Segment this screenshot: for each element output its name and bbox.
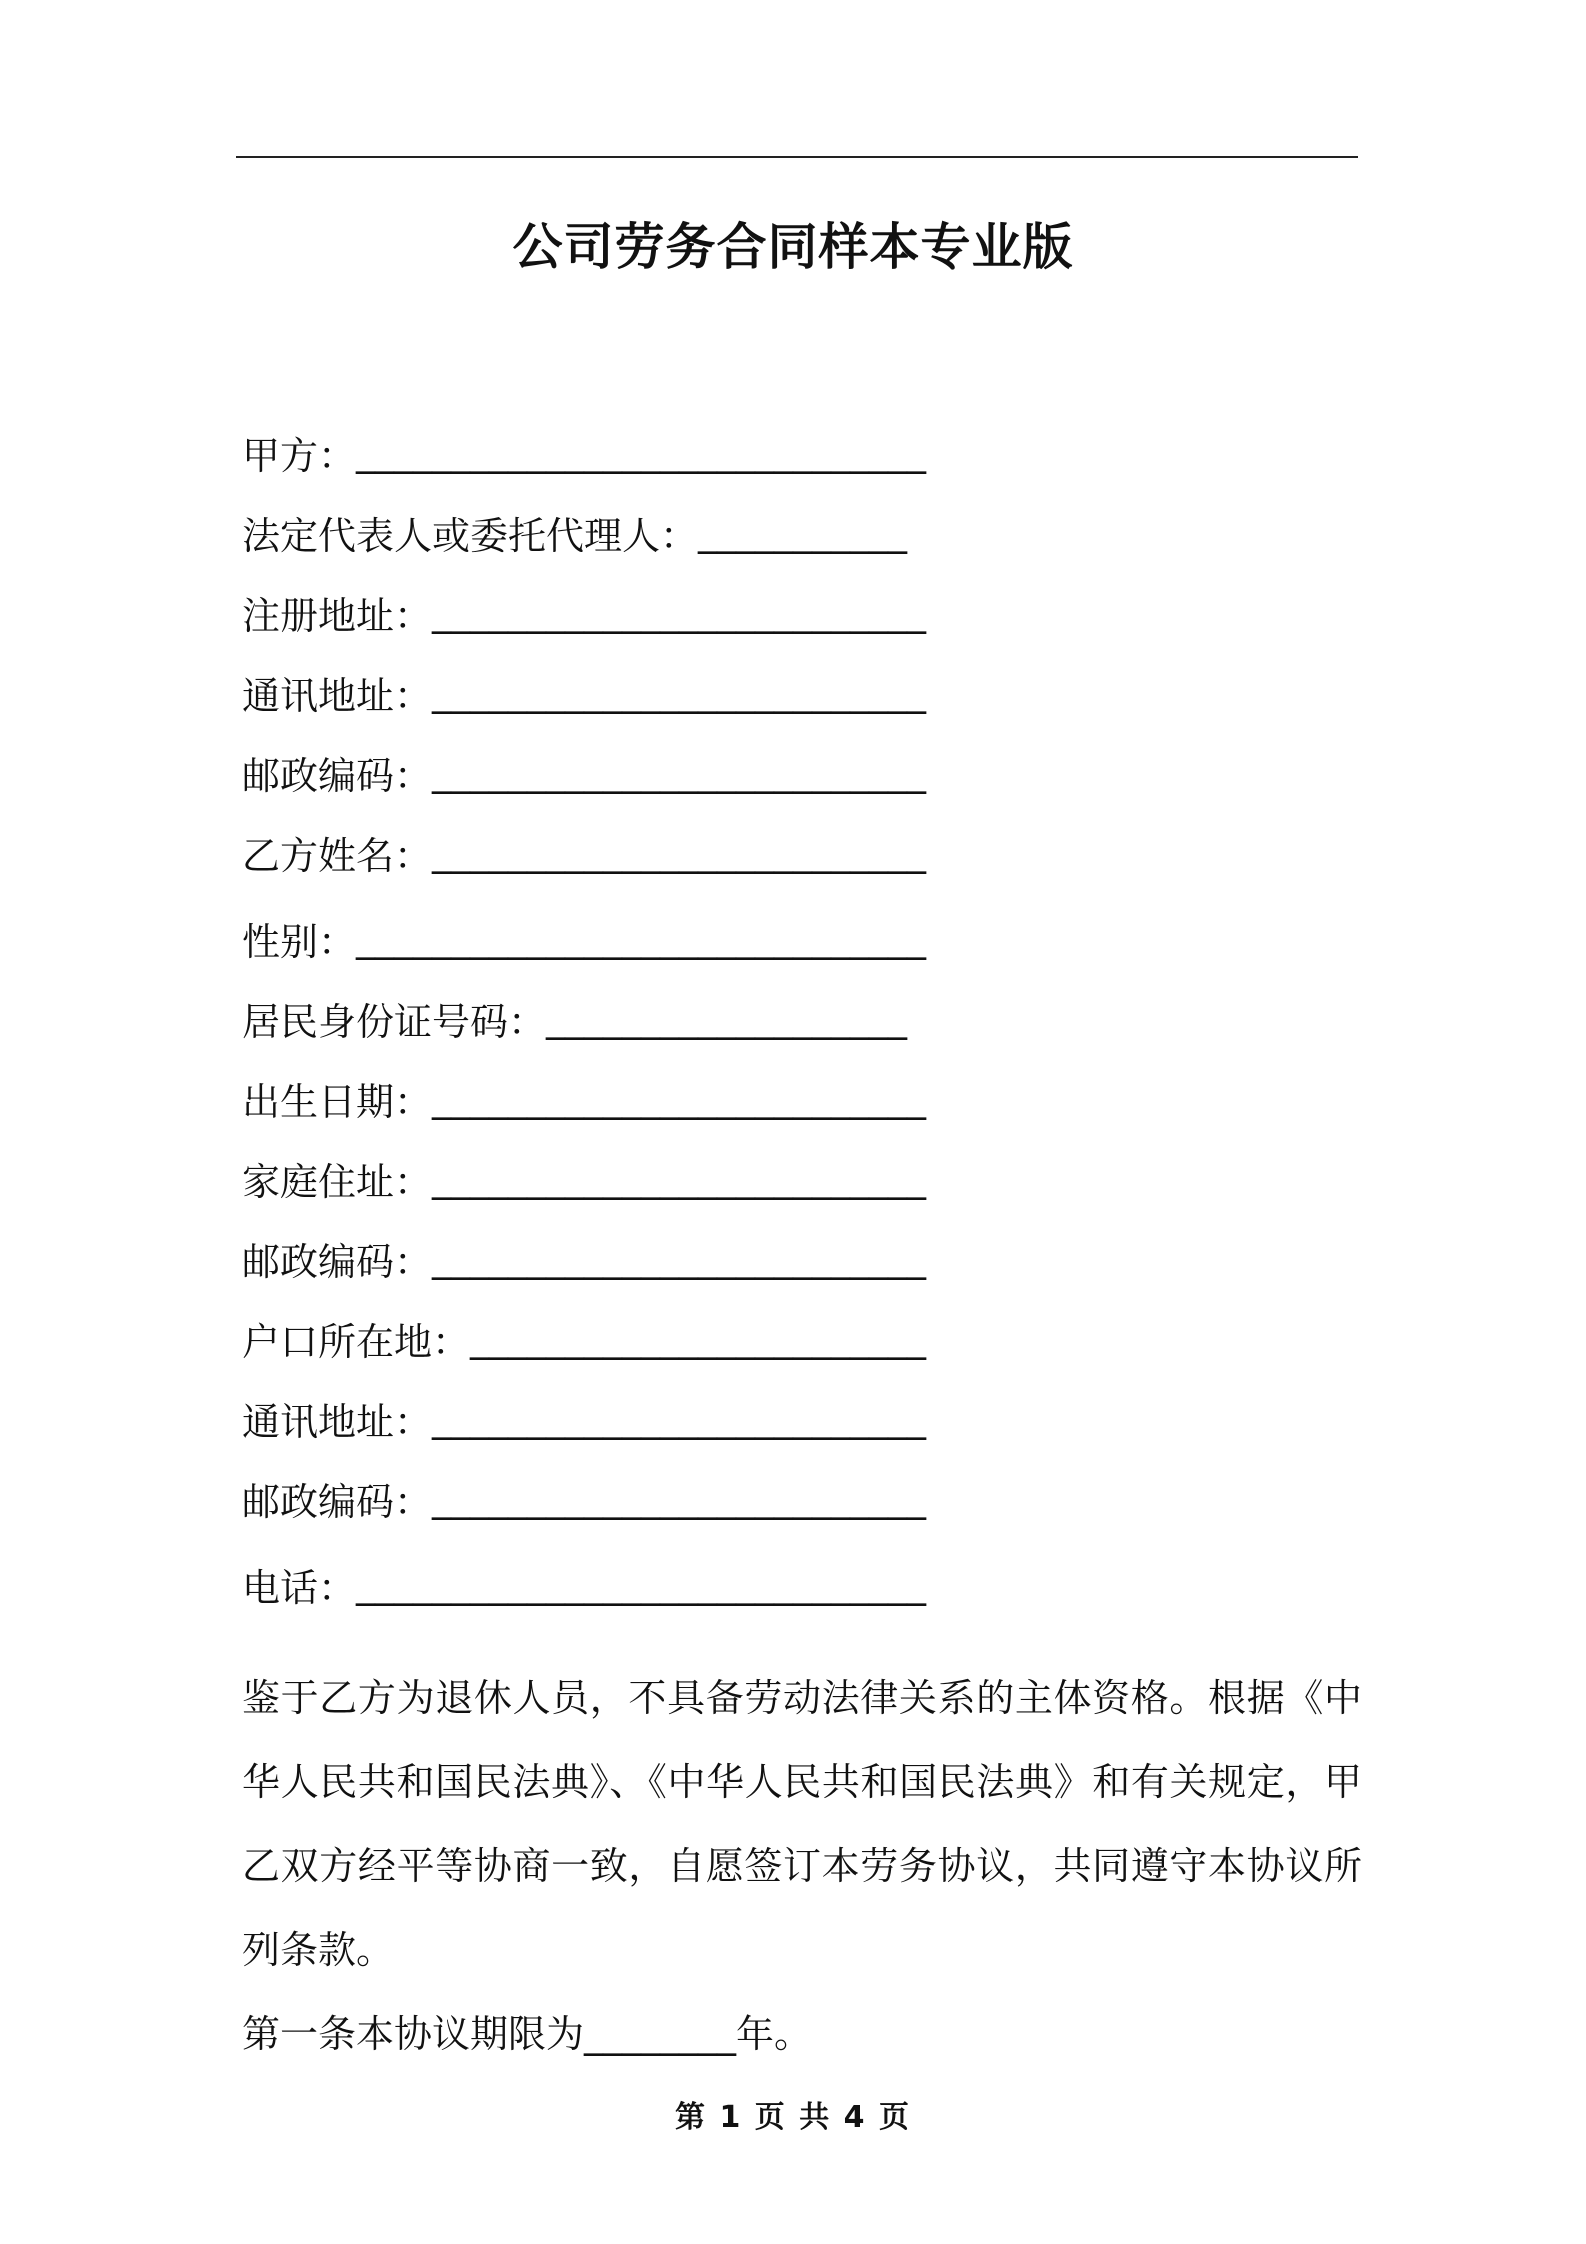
fill-in-blank: ___________________ bbox=[546, 996, 908, 1040]
field-household-registration bbox=[242, 1298, 1362, 1378]
field-party-a bbox=[242, 412, 1362, 492]
field-postal-code-b-mail bbox=[242, 1458, 1362, 1538]
fill-in-blank: __________________________ bbox=[432, 1156, 927, 1200]
fill-in-blank: __________________________ bbox=[432, 830, 927, 874]
field-mailing-address-b bbox=[242, 1378, 1362, 1458]
clause-one: 第一条本协议期限为________年。 bbox=[242, 2012, 813, 2056]
fill-in-blank: ______________________________ bbox=[356, 1562, 927, 1606]
field-label: 注册地址： bbox=[242, 593, 433, 638]
fill-in-blank: ______________________________ bbox=[356, 430, 927, 474]
document-title: 公司劳务合同样本专业版 bbox=[512, 218, 1074, 276]
field-legal-representative bbox=[242, 492, 1362, 572]
fill-in-blank: __________________________ bbox=[432, 1476, 927, 1520]
field-label: 居民身份证号码： bbox=[242, 999, 547, 1044]
field-label: 乙方姓名： bbox=[242, 833, 433, 878]
field-party-b-name bbox=[242, 812, 1362, 892]
fill-in-blank: __________________________ bbox=[432, 1076, 927, 1120]
field-postal-code-b-home bbox=[242, 1218, 1362, 1298]
field-id-number bbox=[242, 978, 1362, 1058]
fill-in-blank: __________________________ bbox=[432, 1236, 927, 1280]
field-phone bbox=[242, 1544, 1362, 1624]
field-label: 邮政编码： bbox=[242, 1479, 433, 1524]
field-label: 通讯地址： bbox=[242, 673, 433, 718]
preamble-paragraph: 鉴于乙方为退休人员，不具备劳动法律关系的主体资格。根据《中华人民共和国民法典》、《中华人民共和国民法典》和有关规定，甲乙双方经平等协商一致，自愿签订本劳务协议，共同遵守本协议所列条款。 bbox=[242, 1676, 1362, 1972]
field-label: 出生日期： bbox=[242, 1079, 433, 1124]
field-label: 通讯地址： bbox=[242, 1399, 433, 1444]
field-registered-address bbox=[242, 572, 1362, 652]
fill-in-blank: ________________________ bbox=[470, 1316, 927, 1360]
field-label: 电话： bbox=[242, 1565, 357, 1610]
fill-in-blank: __________________________ bbox=[432, 1396, 927, 1440]
fill-in-blank: ___________ bbox=[698, 510, 908, 554]
fill-in-blank: __________________________ bbox=[432, 670, 927, 714]
field-label: 甲方： bbox=[242, 433, 357, 478]
field-birth-date bbox=[242, 1058, 1362, 1138]
header-rule bbox=[236, 156, 1358, 158]
field-label: 家庭住址： bbox=[242, 1159, 433, 1204]
fill-in-blank: __________________________ bbox=[432, 590, 927, 634]
field-label: 法定代表人或委托代理人： bbox=[242, 513, 699, 558]
field-label: 邮政编码： bbox=[242, 753, 433, 798]
field-label: 户口所在地： bbox=[242, 1319, 471, 1364]
fill-in-blank: ______________________________ bbox=[356, 916, 927, 960]
contract-party-fields bbox=[242, 412, 1362, 1624]
page-number-footer: 第 1 页 共 4 页 bbox=[675, 2100, 911, 2135]
field-gender bbox=[242, 898, 1362, 978]
field-label: 性别： bbox=[242, 919, 357, 964]
field-mailing-address-a bbox=[242, 652, 1362, 732]
fill-in-blank: __________________________ bbox=[432, 750, 927, 794]
field-postal-code-a bbox=[242, 732, 1362, 812]
field-home-address bbox=[242, 1138, 1362, 1218]
contract-body bbox=[242, 1656, 1362, 2076]
field-label: 邮政编码： bbox=[242, 1239, 433, 1284]
